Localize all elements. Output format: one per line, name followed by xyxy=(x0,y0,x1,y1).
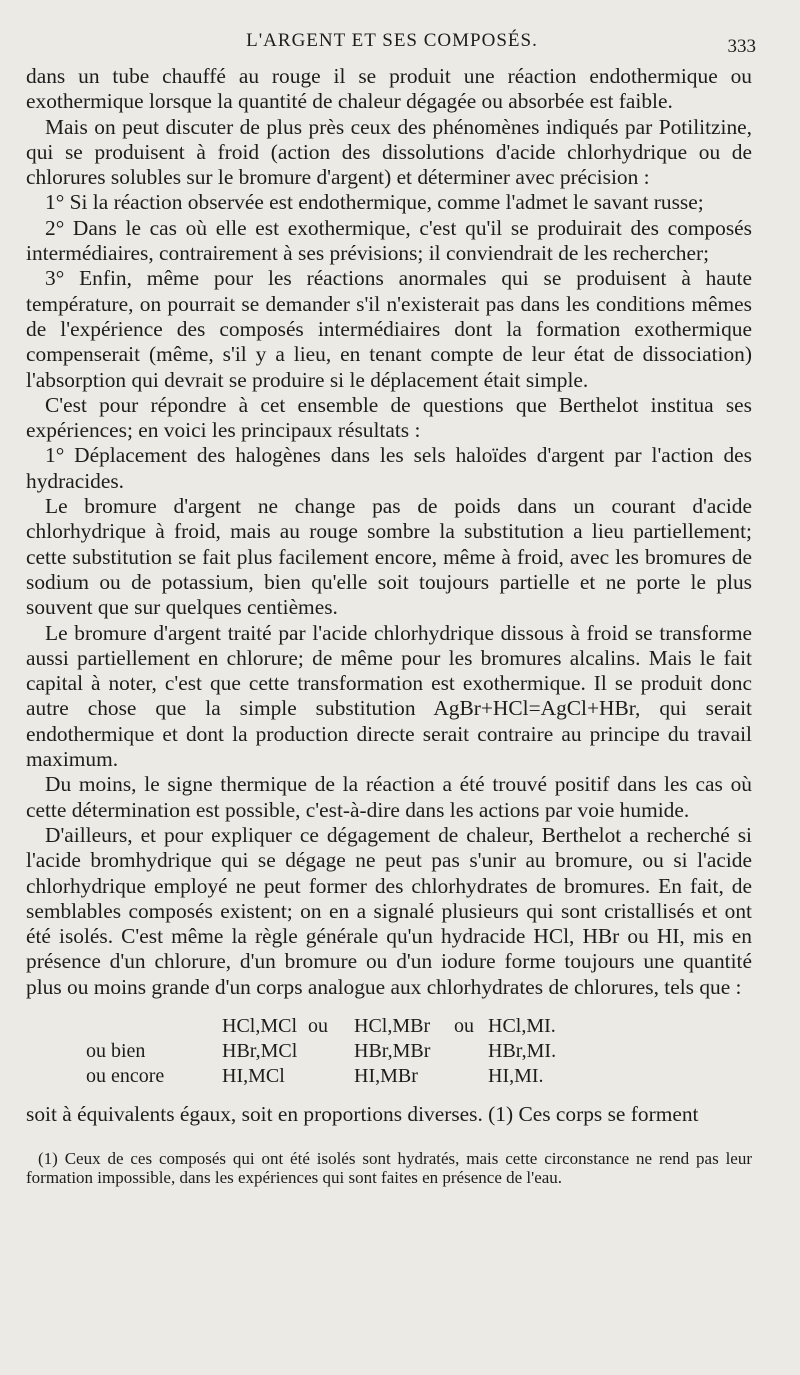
formula-conjunction xyxy=(454,1040,488,1065)
formula-iodide: HBr,MI. xyxy=(488,1039,557,1062)
list-item-1: 1° Si la réaction observée est endothermique, comme l'admet le savant russe; xyxy=(45,190,704,215)
formula-chloride: HI,MCl xyxy=(222,1064,285,1087)
formula-row-label: ou bien xyxy=(86,1039,146,1062)
paragraph: Du moins, le signe thermique de la réaction a été trouvé positif dans les cas où cette détermination est possible, c'est-à-dire dans les actions par voie humide. xyxy=(26,772,752,822)
formula-conjunction: ou xyxy=(454,1014,474,1037)
formula-row xyxy=(86,1065,556,1090)
page-body xyxy=(26,64,752,1187)
formula-iodide: HI,MI. xyxy=(488,1064,544,1087)
formula-conjunction xyxy=(308,1065,354,1090)
section-heading: 1° Déplacement des halogènes dans les sels haloïdes d'argent par l'action des hydracides. xyxy=(26,443,752,493)
formula-chloride: HBr,MCl xyxy=(222,1039,298,1062)
paragraph: Le bromure d'argent ne change pas de poids dans un courant d'acide chlorhydrique à froid, mais au rouge sombre la substitution a lieu partiellement; cette substitution se fait plus facilement encore, même à froid, avec les bromures de sodium ou de potassium, bien qu'elle soit toujours partielle et ne porte le plus souvent que sur quelques centièmes. xyxy=(26,494,752,620)
formula-iodide: HCl,MI. xyxy=(488,1014,556,1037)
list-item-2: 2° Dans le cas où elle est exothermique, c'est qu'il se produirait des composés intermédiaires, contrairement à ses prévisions; il conviendrait de les rechercher; xyxy=(26,215,752,266)
list-item-3: 3° Enfin, même pour les réactions anormales qui se produisent à haute température, on pourrait se demander s'il n'existerait pas dans les conditions mêmes de l'expérience des composés intermédiaires dont la formation exothermique compenserait (même, s'il y a lieu, en tenant compte de leur état de dissociation) l'absorption qui devrait se produire si le déplacement était simple. xyxy=(26,266,752,392)
running-title: L'ARGENT ET SES COMPOSÉS. xyxy=(246,30,538,51)
formula-conjunction xyxy=(454,1065,488,1090)
paragraph: D'ailleurs, et pour expliquer ce dégagement de chaleur, Berthelot a recherché si l'acide bromhydrique qui se dégage ne peut pas s'unir au bromure, ou si l'acide chlorhydrique employé ne peut former des chlorhydrates de bromures. En fait, de semblables composés existent; on en a signalé plusieurs qui sont cristallisés et ont été isolés. C'est même la règle générale qu'un hydracide HCl, HBr ou HI, mis en présence d'un chlorure, d'un bromure ou d'un iodure forme toujours une quantité plus ou moins grande d'un corps analogue aux chlorhydrates de chlorures, tels que : xyxy=(26,822,752,999)
formula-bromide: HCl,MBr xyxy=(354,1014,431,1037)
formula-table xyxy=(86,1015,556,1090)
formula-row xyxy=(86,1040,556,1065)
paragraph: Mais on peut discuter de plus près ceux des phénomènes indiqués par Potilitzine, qui se produisent à froid (action des dissolutions d'acide chlorhydrique ou de chlorures solubles sur le bromure d'argent) et déterminer avec précision : xyxy=(26,114,752,190)
formula-conjunction: ou xyxy=(308,1014,328,1037)
formula-chloride: HCl,MCl xyxy=(222,1014,298,1037)
paragraph: C'est pour répondre à cet ensemble de questions que Berthelot institua ses expériences; en voici les principaux résultats : xyxy=(26,392,752,443)
paragraph-continuation: dans un tube chauffé au rouge il se produit une réaction endothermique ou exothermique lorsque la quantité de chaleur dégagée ou absorbée est faible. xyxy=(26,64,752,114)
formula-row xyxy=(86,1015,556,1040)
footnote: (1) Ceux de ces composés qui ont été isolés sont hydratés, mais cette circonstance ne rend pas leur formation impossible, dans les expériences qui sont faites en présence de l'eau. xyxy=(26,1149,752,1188)
paragraph: Le bromure d'argent traité par l'acide chlorhydrique dissous à froid se transforme aussi partiellement en chlorure; de même pour les bromures alcalins. Mais le fait capital à noter, c'est que cette transformation est exothermique. Il se produit donc autre chose que la simple substitution AgBr+HCl=AgCl+HBr, qui serait endothermique et dont la production directe serait contraire au principe du travail maximum. xyxy=(26,620,752,772)
closing-paragraph: soit à équivalents égaux, soit en proportions diverses. (1) Ces corps se forment xyxy=(26,1101,699,1126)
page-header xyxy=(28,30,756,62)
formula-conjunction xyxy=(308,1040,354,1065)
formula-bromide: HBr,MBr xyxy=(354,1039,431,1062)
formula-row-label: ou encore xyxy=(86,1064,165,1087)
formula-bromide: HI,MBr xyxy=(354,1064,418,1087)
page-number: 333 xyxy=(727,36,756,57)
formula-row-label xyxy=(86,1015,222,1040)
